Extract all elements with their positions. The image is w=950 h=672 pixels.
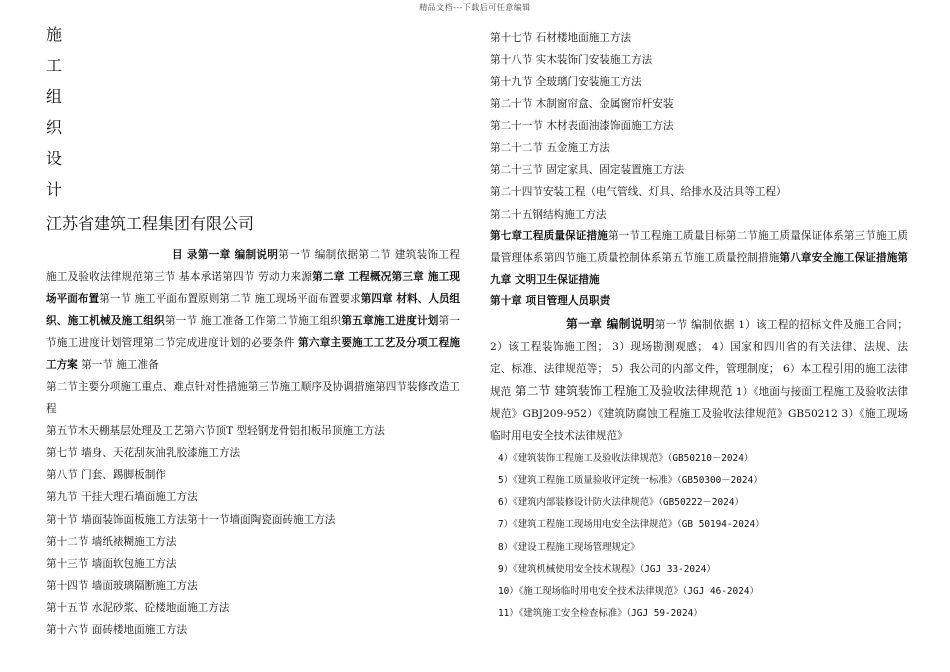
toc-sections: 第一节 施工平面布置原则第二节 施工现场平面布置要求: [99, 293, 361, 305]
toc-chapter: 第七章工程质量保证措施: [490, 230, 608, 242]
toc-line: 第十九节 全玻璃门安装施工方法: [490, 76, 642, 88]
toc-chapter: 第三章 施工现场平面布置: [46, 271, 460, 305]
toc-line: 第五节木天棚基层处理及工艺第六节顶T 型轻钢龙骨铝扣板吊顶施工方法: [46, 425, 385, 437]
company-name: 江苏省建筑工程集团有限公司: [46, 214, 255, 233]
toc-line: 第七节 墙身、天花刮灰油乳胶漆施工方法: [46, 447, 241, 459]
toc-line: 第二十二节 五金施工方法: [490, 142, 610, 154]
toc-chapter: 第十章 项目管理人员职责: [490, 295, 611, 307]
title-char: 组: [46, 87, 63, 106]
toc-line: 第二节主要分项施工重点、难点针对性措施第三节施工顺序及协调措施第四节装修改造工程: [46, 381, 460, 415]
title-char: 工: [46, 56, 63, 75]
toc-block: [46, 244, 460, 376]
toc-line: 第二十节 木制窗帘盒、金属窗帘杆安装: [490, 98, 674, 110]
body-text: 第一节 编制依据 1）该工程的招标文件及施工合同； 2）该工程装饰施工图； 3）现场勘测观感； 4）国家和四川省的有关法律、法规、法定、标准、法律规范等； 5）我公司的内部文件，管理制度； 6）本工程引用的施工法律规范: [490, 319, 909, 398]
toc-line: 第二十一节 木材表面油漆饰面施工方法: [490, 120, 674, 132]
toc-chapter: 第八章安全施工保证措施: [779, 252, 898, 264]
toc-line: 第二十五钢结构施工方法: [490, 209, 607, 221]
toc-block-ch7: [490, 225, 908, 291]
toc-line: 第十五节 水泥砂浆、砼楼地面施工方法: [46, 602, 230, 614]
toc-line: 第二十三节 固定家具、固定装置施工方法: [490, 164, 685, 176]
toc-chapter: 第六章主要施工工艺及分项工程施工方案: [46, 337, 461, 371]
toc-line: 第十节 墙面装饰面板施工方法第十一节墙面陶瓷面砖施工方法: [46, 514, 336, 526]
toc-line: 第十二节 墙纸裱糊施工方法: [46, 536, 177, 548]
toc-line: 第十八节 实木装饰门安装施工方法: [490, 54, 653, 66]
toc-sections: 第一节 施工准备: [77, 359, 159, 371]
toc-line: 第十六节 面砖楼地面施工方法: [46, 624, 188, 636]
toc-heading: 目 录: [172, 249, 198, 261]
title-char: 设: [46, 149, 63, 168]
body-text: 1）《地面与接面工程施工及验收法律规范》GBJ209-952）《建筑防腐蚀工程施工及验收法律规范》GB50212 3）《施工现场临时用电安全技术法律规范》: [490, 386, 908, 442]
standard-item: 9）《建筑机械使用安全技术规程》（JGJ 33-2024）: [498, 564, 716, 575]
toc-line: 第十四节 墙面玻璃隔断施工方法: [46, 580, 198, 592]
standard-item: 8）《建设工程施工现场管理规定》: [498, 542, 640, 553]
toc-line: 第二十四节安装工程（电气管线、灯具、给排水及沽具等工程）: [490, 186, 787, 198]
toc-chapter: 第一章 编制说明: [197, 249, 279, 261]
toc-chapter: 第四章 材料、人员组织、施工机械及施工组织: [46, 293, 461, 327]
standard-item: 6）《建筑内部装修设计防火法律规范》（GB50222－2024）: [498, 497, 744, 508]
section-heading: 第二节 建筑装饰工程施工及验收法律规范: [514, 384, 733, 398]
toc-chapter: 第五章施工进度计划: [341, 315, 439, 327]
standard-item: 10）《施工现场临时用电安全技术法律规范》（JGJ 46-2024）: [498, 586, 759, 597]
standard-item: 7）《建筑工程施工现场用电安全法律规范》（GB 50194-2024）: [498, 519, 765, 530]
title-char: 织: [46, 118, 63, 137]
toc-line: 第九节 干挂大理石墙面施工方法: [46, 491, 198, 503]
title-char: 计: [46, 180, 63, 199]
toc-line: 第十三节 墙面软包施工方法: [46, 558, 177, 570]
toc-chapter: 第二章 工程概况: [312, 271, 392, 283]
toc-line: 第八节 门套、踢脚板制作: [46, 469, 166, 481]
toc-line: 第十七节 石材楼地面施工方法: [490, 32, 632, 44]
toc-sections: 第一节施工进度计划管理第二节完成进度计划的必要条件: [46, 315, 461, 349]
page-header: 精品文档---下载后可任意编辑: [419, 3, 531, 12]
standard-item: 5）《建筑工程施工质量验收评定统一标准》（GB50300－2024）: [498, 475, 763, 486]
chapter-one-body: [490, 313, 908, 447]
standard-item: 4）《建筑装饰工程施工及验收法律规范》（GB50210－2024）: [498, 453, 754, 464]
toc-chapter: 第九章 文明卫生保证措施: [490, 252, 909, 286]
chapter-heading: 第一章 编制说明: [566, 317, 655, 331]
toc-sections: 第一节 施工准备工作第二节施工组织: [164, 315, 342, 327]
standard-item: 11）《建筑施工安全检查标准》（JGJ 59-2024）: [498, 608, 703, 619]
toc-sections: 第一节工程施工质量目标第二节施工质量保证体系第三节施工质量管理体系第四节施工质量控制体系第五节施工质量控制措施: [490, 230, 909, 264]
title-char: 施: [46, 25, 63, 44]
toc-sections: 第一节 编制依据第二节 建筑装饰工程施工及验收法律规范第三节 基本承诺第四节 劳动力来源: [46, 249, 460, 283]
